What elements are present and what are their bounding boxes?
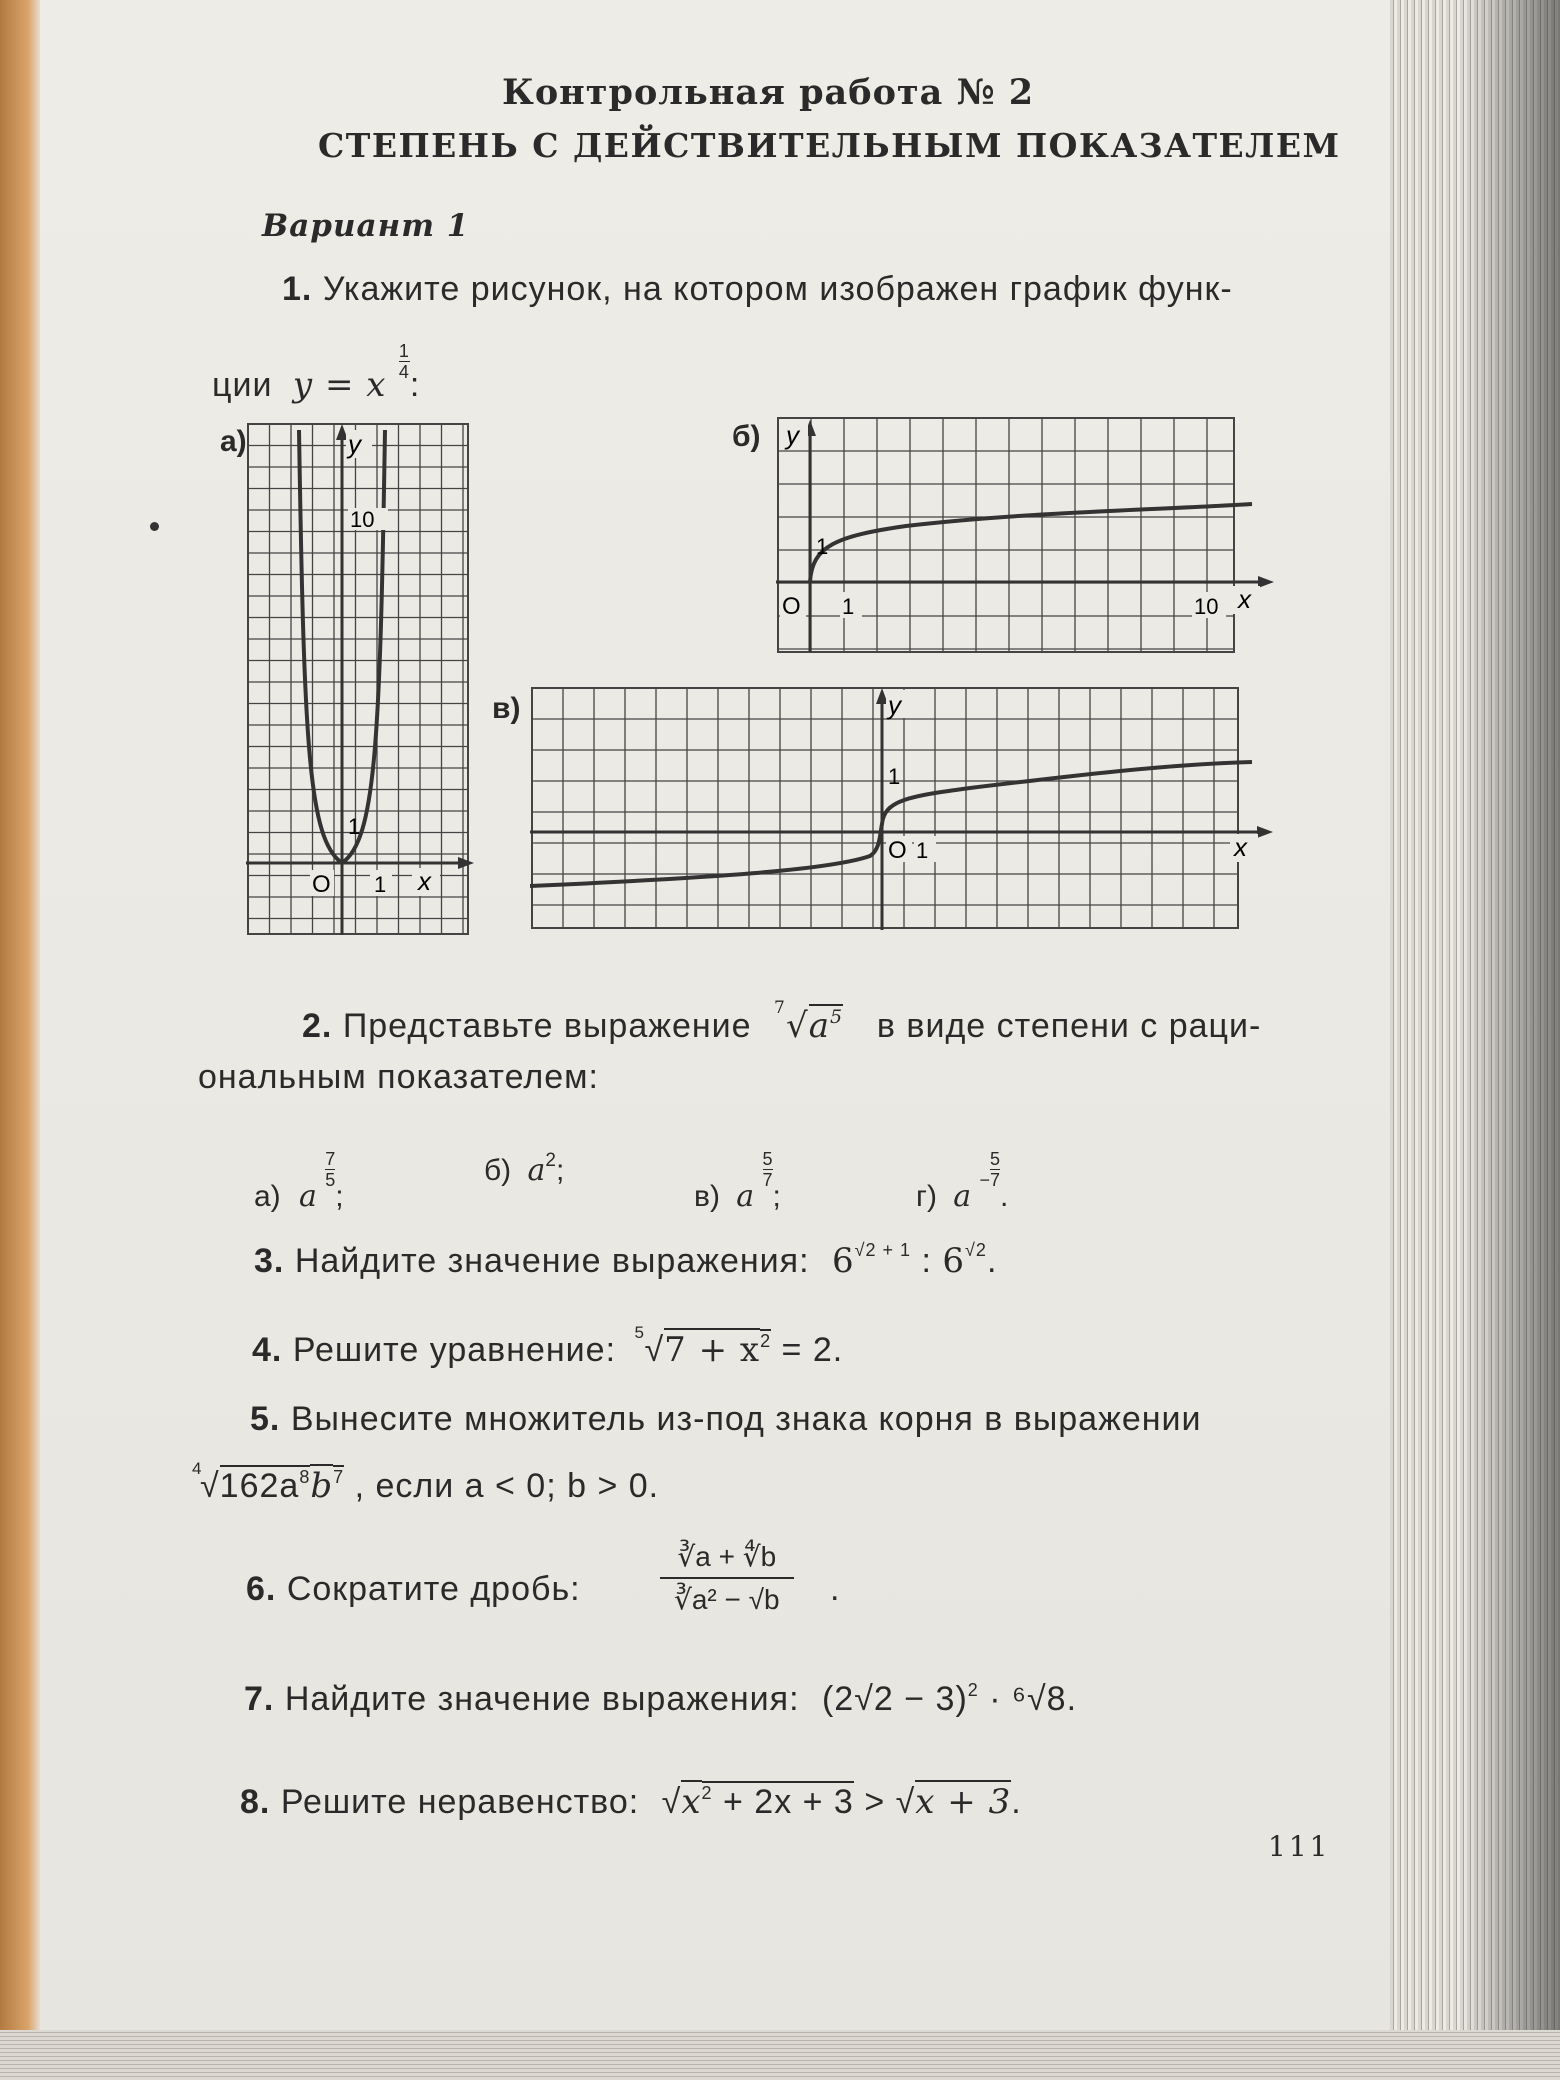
- q6: [246, 1570, 581, 1609]
- graph-c-x-arrow: [1257, 826, 1273, 838]
- q4-radical: 5 $√7 + x^2$: [634, 1323, 772, 1370]
- q2-text: Представьте выражение: [342, 1007, 752, 1045]
- q1-exponent: $\frac{1}{4}$: [398, 341, 410, 382]
- q4: 4. Решите уравнение: 5 $√7 + x^2 = 2$.: [252, 1323, 844, 1370]
- q1-formula: y = x: [292, 365, 387, 405]
- graph-c-x-label: x: [1234, 832, 1247, 862]
- graph-b: [776, 416, 1276, 656]
- q1-text: Укажите рисунок, на котором изображен график функ-: [322, 270, 1233, 308]
- q5-radical: 4 $√162a^8b^7$: [192, 1459, 345, 1506]
- stray-mark: [150, 522, 159, 531]
- graph-a-y-label: y: [348, 429, 361, 459]
- q7-number: 7.: [244, 1680, 275, 1718]
- q3-number: 3.: [254, 1242, 285, 1280]
- graph-a-tick-10: 10: [350, 507, 375, 532]
- q4-number: 4.: [252, 1331, 283, 1369]
- q2-option-a: а) a $\frac{7}{5}$ ;: [254, 1149, 344, 1214]
- graph-b-x-arrow: [1258, 576, 1274, 588]
- page-number: 111: [1268, 1830, 1331, 1863]
- graph-b-curve: [810, 504, 1252, 582]
- q5-line1: [250, 1400, 1202, 1439]
- q4-text: Решите уравнение:: [292, 1331, 617, 1369]
- q3-text: Найдите значение выражения:: [294, 1242, 810, 1280]
- q5-text: Вынесите множитель из-под знака корня в выражении: [290, 1400, 1202, 1438]
- graph-b-origin: O: [782, 593, 801, 620]
- q6-numerator: ∛a + ∜b: [677, 1541, 777, 1572]
- graph-a-x-arrow: [458, 857, 474, 869]
- q7: 7. Найдите значение выражения: $(2√2 - 3)^2 \cdot ^6√8$.: [244, 1680, 1078, 1718]
- grid-frame: [248, 424, 468, 934]
- q6-end: .: [830, 1570, 841, 1608]
- graph-c-tick-1y: 1: [888, 764, 901, 789]
- graph-a-origin: O: [312, 871, 331, 898]
- graph-c-label: в): [492, 692, 521, 725]
- graph-c: [530, 684, 1280, 934]
- q2-radical: 7 $√a^5$: [774, 998, 844, 1046]
- q8: 8. Решите неравенство: $√x^2 + 2x + 3 > √x + 3$.: [240, 1782, 1022, 1822]
- q5-line2: 4 $√162a^8b^7$ , если a < 0; b > 0.: [192, 1459, 660, 1506]
- table-surface: [0, 0, 40, 2080]
- topic-heading: СТЕПЕНЬ С ДЕЙСТВИТЕЛЬНЫМ ПОКАЗАТЕЛЕМ: [318, 126, 1341, 165]
- graph-b-label: б): [732, 420, 761, 453]
- q6-number: 6.: [246, 1570, 277, 1608]
- q2-number: 2.: [302, 1007, 333, 1045]
- graph-a-tick-1x: 1: [374, 872, 387, 897]
- graph-a-x-label: x: [418, 866, 431, 896]
- graph-c-y-label: y: [888, 690, 901, 720]
- graph-a-label: а): [220, 425, 247, 458]
- q5-number: 5.: [250, 1400, 281, 1438]
- q2-line2: ональным показателем:: [198, 1058, 599, 1096]
- q2-option-c: в) a $\frac{5}{7}$ ;: [694, 1149, 781, 1214]
- graph-b-y-label: y: [786, 420, 799, 450]
- graph-b-tick-10: 10: [1194, 594, 1219, 619]
- q6-denominator: ∛a² − √b: [674, 1584, 780, 1615]
- graph-b-tick-1y: 1: [816, 534, 829, 559]
- q8-text: Решите неравенство:: [280, 1783, 640, 1821]
- bottom-page-edge: [0, 2030, 1560, 2080]
- q2-line1: [302, 998, 1262, 1046]
- graph-b-x-label: x: [1238, 584, 1251, 614]
- q6-fraction: [660, 1540, 794, 1616]
- q1-line2: [212, 342, 420, 405]
- graph-a-tick-1y: 1: [348, 814, 361, 839]
- page-shadow: [1460, 0, 1560, 2080]
- q1-line1: [282, 270, 1233, 309]
- q3: 3. Найдите значение выражения: $6^{√2 + 1}$ : $6^{√2}$.: [254, 1240, 998, 1281]
- q2-option-d: г) a − $\frac{5}{7}$ .: [916, 1149, 1009, 1214]
- page-title: Контрольная работа № 2: [502, 72, 1035, 113]
- graph-b-tick-1x: 1: [842, 594, 855, 619]
- q1-colon: :: [409, 366, 421, 404]
- q7-text: Найдите значение выражения:: [284, 1680, 800, 1718]
- q1-text-cont: ции: [212, 366, 273, 404]
- graph-a: [246, 420, 476, 940]
- q8-number: 8.: [240, 1783, 271, 1821]
- q2-option-b: б) $a^2$;: [484, 1150, 565, 1188]
- graph-c-origin: O: [888, 837, 907, 864]
- grid-frame: [532, 688, 1238, 928]
- graph-c-tick-1x: 1: [916, 838, 929, 863]
- q2-text-2: в виде степени с раци-: [876, 1007, 1262, 1045]
- q6-text: Сократите дробь:: [286, 1570, 581, 1608]
- q1-number: 1.: [282, 270, 313, 308]
- variant-heading: Вариант 1: [262, 208, 470, 244]
- book-page: [40, 0, 1420, 2030]
